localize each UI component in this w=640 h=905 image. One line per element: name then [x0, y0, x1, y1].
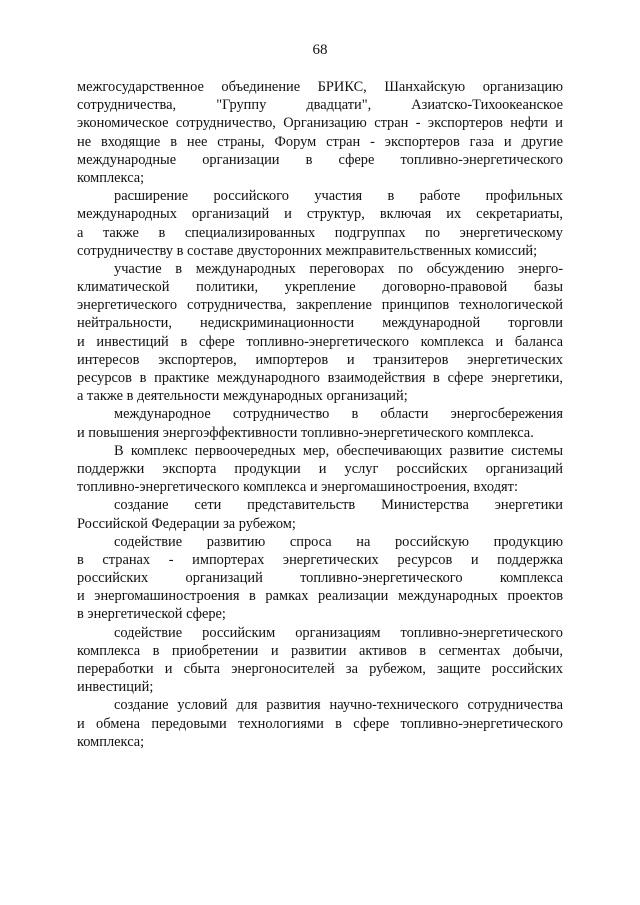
page-number: 68	[312, 42, 328, 58]
paragraph	[77, 260, 563, 406]
paragraph	[77, 187, 563, 260]
text-line: топливно-энергетического комплекса и энергомашиностроения, входят:	[77, 479, 518, 496]
paragraph	[77, 442, 563, 497]
text-line: поддержки экспорта продукции и услуг российских организаций	[77, 460, 563, 477]
text-line: международные организации в сфере топливно-энергетического	[77, 151, 563, 168]
text-line: инвестиций;	[77, 679, 154, 696]
text-line: и инвестиций в сфере топливно-энергетического комплекса и баланса	[77, 333, 563, 350]
text-line: содействие развитию спроса на российскую продукцию	[114, 533, 563, 550]
text-line: сотрудничеству в составе двусторонних межправительственных комиссий;	[77, 242, 538, 259]
text-line: Российской Федерации за рубежом;	[77, 515, 296, 532]
text-line: международных организаций и структур, включая их секретариаты,	[77, 206, 563, 223]
text-line: нейтральности, недискриминационности международной торговли	[77, 315, 563, 332]
text-line: комплекса;	[77, 169, 145, 186]
paragraph	[77, 533, 563, 624]
text-line: и энергомашиностроения в рамках реализации международных проектов	[77, 588, 563, 605]
paragraph	[77, 405, 563, 441]
text-line: международное сотрудничество в области энергосбережения	[114, 406, 563, 423]
text-line: сотрудничества, "Группу двадцати", Азиатско-Тихоокеанское	[77, 97, 563, 114]
text-line: межгосударственное объединение БРИКС, Шанхайскую организацию	[77, 79, 563, 95]
text-line: комплекса;	[77, 733, 145, 750]
text-line: экономическое сотрудничество, Организацию стран - экспортеров нефти и	[77, 115, 563, 132]
paragraph	[77, 496, 563, 532]
text-line: создание сети представительств Министерства энергетики	[114, 497, 563, 514]
paragraph	[77, 78, 563, 187]
text-line: ресурсов в практике международного взаимодействия в сфере энергетики,	[77, 370, 563, 386]
paragraph	[77, 624, 563, 697]
text-line: в странах - импортерах энергетических ресурсов и поддержка	[77, 551, 563, 568]
text-line: В комплекс первоочередных мер, обеспечивающих развитие системы	[114, 442, 563, 459]
text-line: в энергетической сфере;	[77, 606, 226, 623]
text-line: и обмена передовыми технологиями в сфере топливно-энергетического	[77, 715, 563, 732]
text-line: участие в международных переговорах по обсуждению энерго-	[114, 260, 563, 277]
text-line: интересов экспортеров, импортеров и транзитеров энергетических	[77, 351, 563, 368]
document-body	[77, 78, 563, 751]
text-line: переработки и сбыта энергоносителей за рубежом, защите российских	[77, 661, 563, 677]
text-line: российских организаций топливно-энергетического комплекса	[77, 570, 563, 587]
text-line: и повышения энергоэффективности топливно-энергетического комплекса.	[77, 424, 534, 441]
text-line: расширение российского участия в работе профильных	[114, 188, 563, 205]
paragraph	[77, 696, 563, 751]
text-line: содействие российским организациям топливно-энергетического	[114, 624, 563, 641]
text-line: а также в специализированных подгруппах по энергетическому	[77, 224, 563, 241]
text-line: комплекса в приобретении и развитии активов в сегментах добычи,	[77, 642, 563, 659]
text-line: не входящие в нее страны, Форум стран - экспортеров газа и другие	[77, 133, 563, 150]
text-line: энергетического сотрудничества, закрепление принципов технологической	[77, 297, 563, 314]
text-line: а также в деятельности международных организаций;	[77, 388, 408, 405]
text-line: создание условий для развития научно-технического сотрудничества	[114, 697, 563, 714]
text-line: климатической политики, укрепление договорно-правовой базы	[77, 279, 563, 296]
